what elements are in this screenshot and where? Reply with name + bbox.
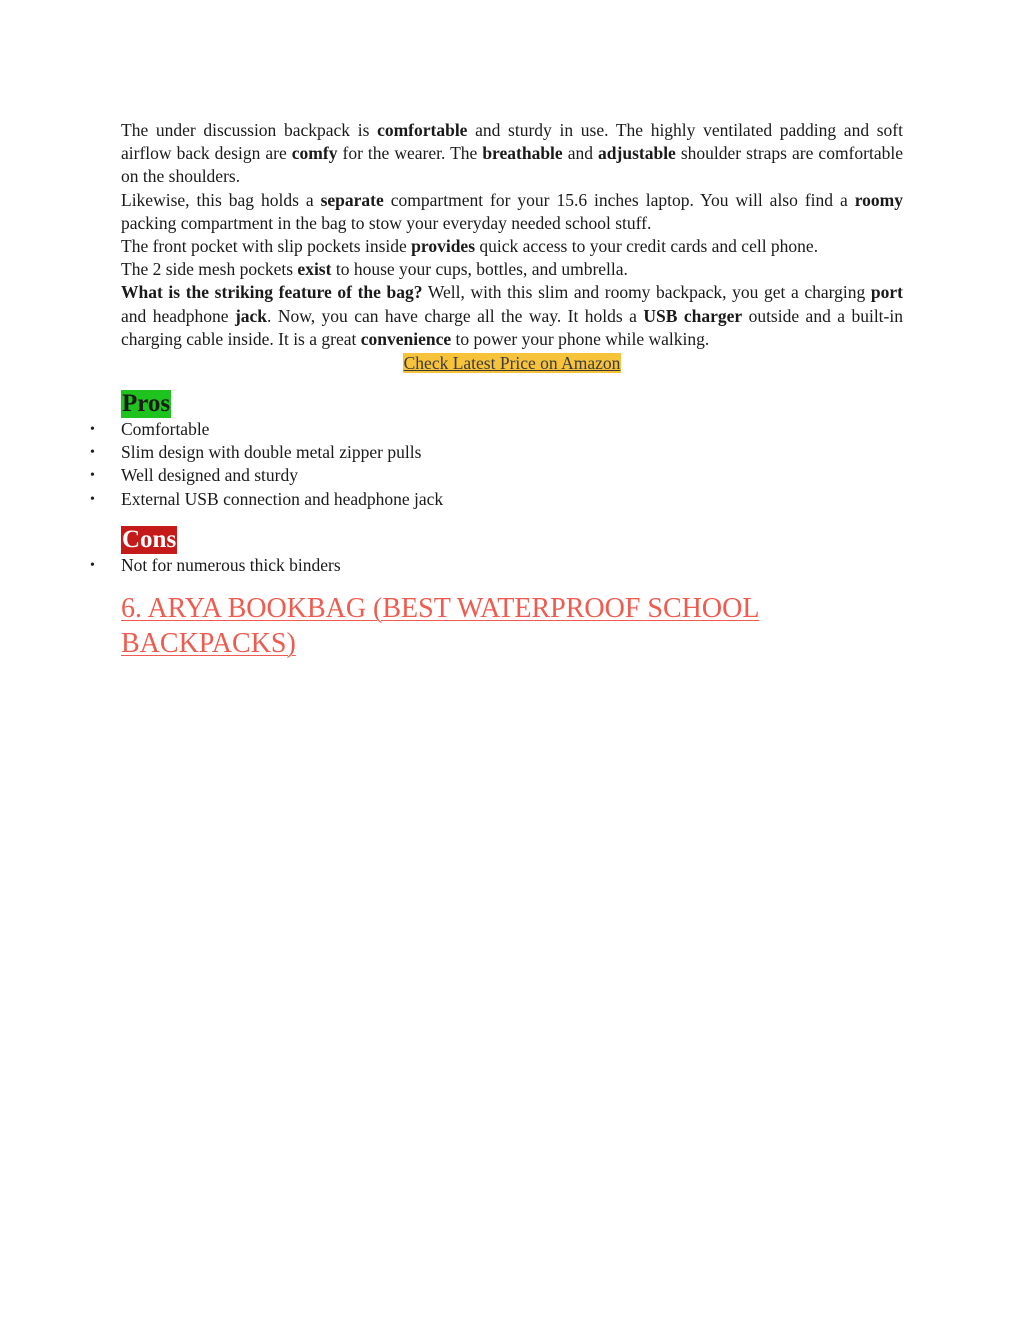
text-run: compartment for your 15.6 inches laptop. You will also find a	[383, 189, 855, 210]
bold-run: exist	[297, 259, 332, 280]
bullet-icon: •	[90, 468, 95, 484]
next-section-heading-link[interactable]: 6. ARYA BOOKBAG (BEST WATERPROOF SCHOOL BACKPACKS)	[121, 593, 760, 660]
list-item	[90, 554, 903, 577]
text-run: and headphone	[121, 305, 235, 326]
list-item-text: Comfortable	[121, 419, 210, 440]
text-run: shoulder straps are comfortable on the shoulders.	[121, 143, 903, 187]
pros-section	[90, 375, 903, 511]
paragraph-striking-feature	[121, 281, 903, 351]
text-run: and	[562, 143, 599, 164]
text-run: Well, with this slim and roomy backpack, you get a charging	[422, 282, 871, 303]
list-item	[90, 418, 903, 441]
bullet-icon: •	[90, 557, 95, 573]
paragraph-compartment	[121, 189, 903, 235]
bullet-icon: •	[90, 445, 95, 461]
text-run: . Now, you can have charge all the way. It holds a	[267, 305, 644, 326]
text-run: outside and a built-in charging cable inside. It is a great	[121, 305, 903, 349]
bullet-icon: •	[90, 422, 95, 438]
bold-run: comfortable	[377, 120, 468, 140]
text-run: packing compartment in the bag to stow your everyday needed school stuff.	[121, 212, 652, 233]
list-item	[90, 441, 903, 464]
text-run: The under discussion backpack is	[121, 120, 378, 140]
pros-heading: Pros	[122, 390, 171, 418]
check-price-link[interactable]: Check Latest Price on Amazon	[403, 353, 621, 374]
bold-run: adjustable	[598, 143, 676, 164]
bold-run: comfy	[291, 143, 338, 164]
text-run: to power your phone while walking.	[451, 328, 710, 349]
bold-run: jack	[234, 305, 268, 326]
bold-run: port	[870, 282, 903, 303]
text-run: The front pocket with slip pockets inside	[121, 236, 412, 257]
text-run: Likewise, this bag holds a	[121, 189, 321, 210]
list-item-text: Slim design with double metal zipper pulls	[121, 442, 422, 463]
list-item-text: Well designed and sturdy	[121, 465, 298, 486]
text-run: for the wearer. The	[337, 143, 483, 164]
paragraph-comfort	[121, 119, 903, 189]
price-link-row	[121, 352, 903, 375]
cons-heading: Cons	[122, 525, 177, 553]
pros-list	[90, 418, 903, 511]
text-run: and sturdy in use. The highly ventilated padding and soft airflow back design are	[121, 120, 903, 164]
cons-list	[90, 554, 903, 577]
bold-run: What is the striking feature of the bag?	[121, 282, 423, 303]
bold-run: provides	[411, 236, 476, 257]
text-run: quick access to your credit cards and cell phone.	[475, 236, 819, 257]
list-item-text: Not for numerous thick binders	[121, 554, 341, 575]
bold-run: roomy	[854, 189, 903, 210]
bold-run: USB charger	[643, 305, 743, 326]
list-item	[90, 464, 903, 487]
paragraph-side-pockets	[121, 258, 903, 281]
bold-run: breathable	[482, 143, 563, 164]
article-content	[90, 119, 903, 661]
bold-run: separate	[320, 189, 384, 210]
list-item	[90, 488, 903, 511]
bullet-icon: •	[90, 491, 95, 507]
list-item-text: External USB connection and headphone jack	[121, 488, 444, 509]
text-run: The 2 side mesh pockets	[121, 259, 298, 280]
text-run: to house your cups, bottles, and umbrella.	[331, 259, 628, 280]
bold-run: convenience	[360, 328, 452, 349]
paragraph-front-pocket	[121, 235, 903, 258]
cons-section	[90, 511, 903, 577]
